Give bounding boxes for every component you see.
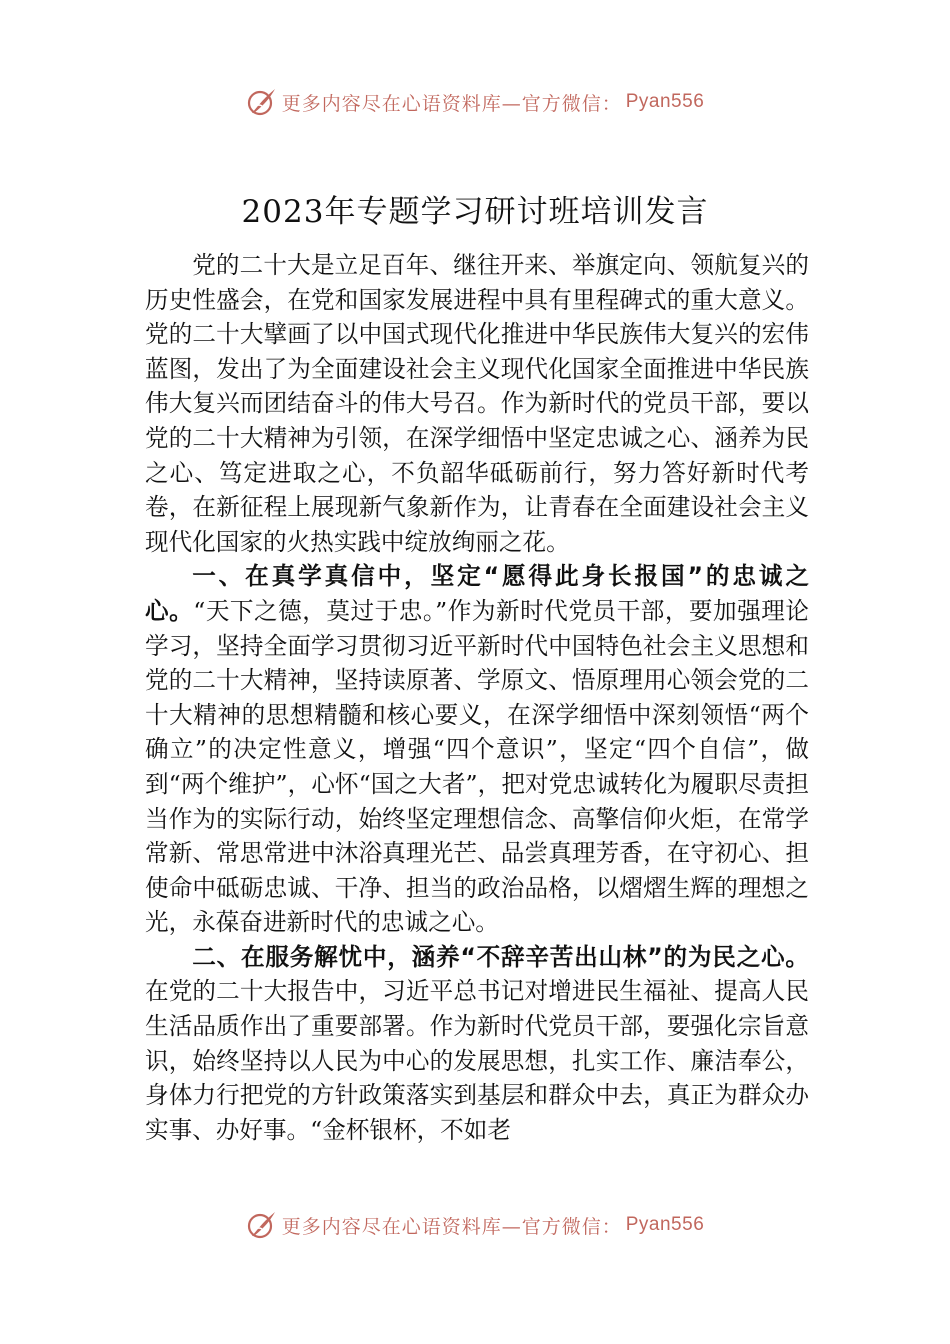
banner-text-bottom: 更多内容尽在心语资料库—官方微信：: [281, 1215, 622, 1238]
banner-wechat-id: Pyan556: [625, 91, 705, 112]
section-2-heading: 二、在服务解忧中，涵养“不辞辛苦出山林”的为民之心。: [192, 942, 809, 971]
section-1-text: “天下之德，莫过于忠。”作为新时代党员干部，要加强理论学习，坚持全面学习贯彻习近平新时代中国特色社会主义思想和党的二十大精神，坚持读原著、学原文、悟原理用心领会党的二十大精神的思想精髓和核心要义，在深学细悟中深刻领悟“两个确立”的决定性意义，增强“四个意识”，坚定“四个自信”，做到“两个维护”，心怀“国之大者”，把对党忠诚转化为履职尽责担当作为的实际行动，始终坚定理想信念、高擎信仰火炬，在常学常新、常思常进中沐浴真理光芒、品尝真理芳香，在守初心、担使命中砥砺忠诚、干净、担当的政治品格，以熠熠生辉的理想之光，永葆奋进新时代的忠诚之心。: [145, 596, 809, 937]
banner-content-bottom: [246, 1209, 705, 1241]
watermark-banner-top: [0, 82, 950, 122]
section-2-paragraph: [145, 940, 809, 1148]
banner-wechat-id-bottom: Pyan556: [625, 1214, 705, 1235]
quill-logo-icon: [246, 86, 278, 118]
section-1-heading: 一、在真学真信中，坚定“愿得此身长报国”的忠诚之心。: [145, 562, 809, 625]
document-title: 2023年专题学习研讨班培训发言: [241, 194, 709, 230]
section-2-text: 在党的二十大报告中，习近平总书记对增进民生福祉、提高人民生活品质作出了重要部署。作为新时代党员干部，要强化宗旨意识，始终坚持以人民为中心的发展思想，扎实工作、廉洁奉公，身体力行把党的方针政策落实到基层和群众中去，真正为群众办实事、办好事。“金杯银杯，不如老: [145, 977, 809, 1144]
quill-logo-icon: [246, 1209, 278, 1241]
document-body: [145, 248, 809, 1147]
banner-text: 更多内容尽在心语资料库—官方微信：: [281, 92, 622, 115]
banner-content: [246, 86, 705, 118]
section-1-paragraph: [145, 559, 809, 940]
watermark-banner-bottom: [0, 1203, 950, 1243]
intro-paragraph: 党的二十大是立足百年、继往开来、举旗定向、领航复兴的历史性盛会，在党和国家发展进程中具有里程碑式的重大意义。党的二十大擘画了以中国式现代化推进中华民族伟大复兴的宏伟蓝图，发出了为全面建设社会主义现代化国家全面推进中华民族伟大复兴而团结奋斗的伟大号召。作为新时代的党员干部，要以党的二十大精神为引领，在深学细悟中坚定忠诚之心、涵养为民之心、笃定进取之心，不负韶华砥砺前行，努力答好新时代考卷，在新征程上展现新气象新作为，让青春在全面建设社会主义现代化国家的火热实践中绽放绚丽之花。: [145, 251, 809, 556]
